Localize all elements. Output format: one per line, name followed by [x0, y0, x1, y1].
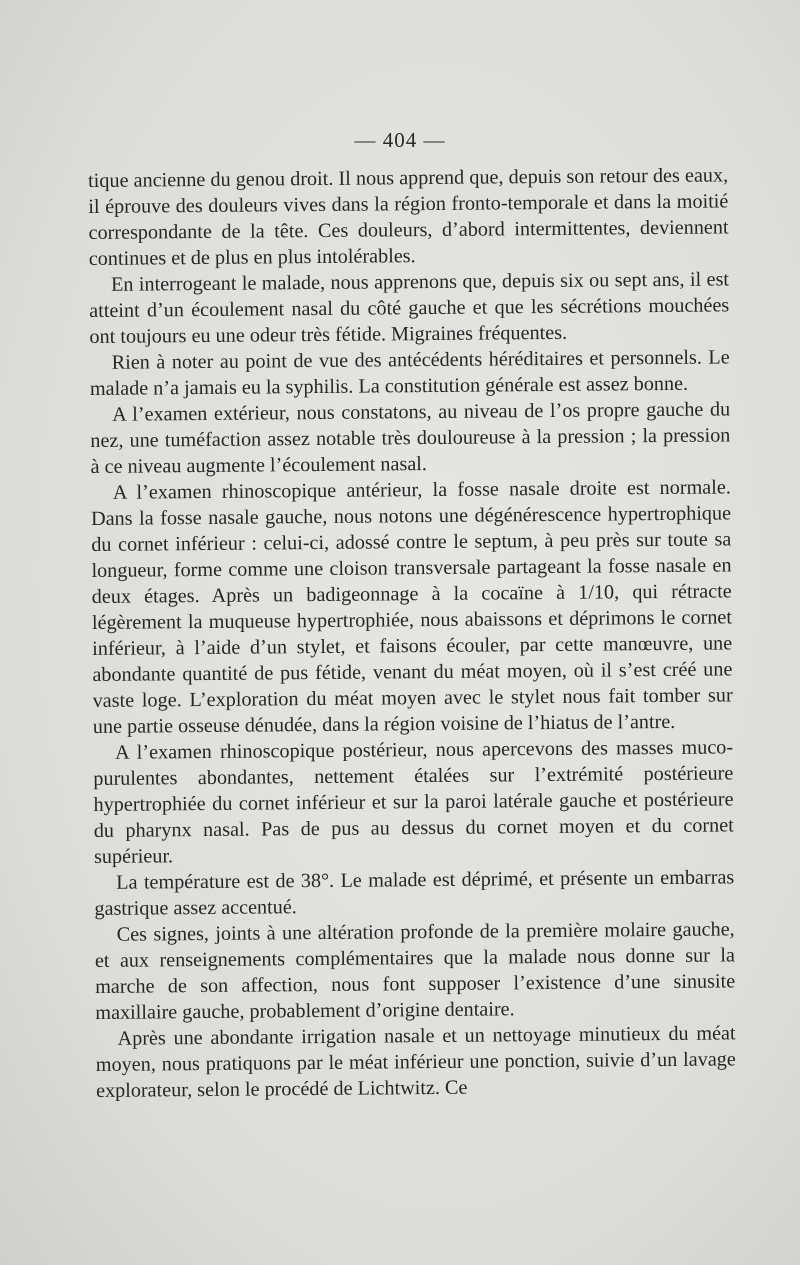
paragraph-3: Rien à noter au point de vue des antécédents héréditaires et personnels. Le malade n’a jamais eu la syphilis. La constitution générale est assez bonne. [89, 346, 730, 400]
page-number: — 404 — [354, 128, 446, 152]
paragraph-1: tique ancienne du genou droit. Il nous apprend que, depuis son retour des eaux, il éprouve des douleurs vives dans la région fronto-temporale et dans la moitié correspondante de la tête. Ces douleurs, d’abord intermittentes, deviennent continues et de plus en plus intolérables. [88, 164, 729, 270]
paragraph-9: Après une abondante irrigation nasale et un nettoyage minutieux du méat moyen, nous pratiquons par le méat inférieur une ponction, suivie d’un lavage explorateur, selon le procédé de Lichtwitz. Ce [95, 1022, 736, 1102]
paragraph-8: Ces signes, joints à une altération profonde de la première molaire gauche, et aux renseignements complémentaires que la malade nous donne sur la marche de son affection, nous font supposer l’existence d’une sinusite maxillaire gauche, probablement d’origine dentaire. [94, 918, 736, 1024]
paragraph-6: A l’examen rhinoscopique postérieur, nous apercevons des masses muco-purulentes abondantes, nettement étalées sur l’extrémité postérieure hypertrophiée du cornet inférieur et sur la paroi latérale gauche et postérieure du pharynx nasal. Pas de pus au dessus du cornet moyen et du cornet supérieur. [93, 736, 734, 868]
paragraph-5: A l’examen rhinoscopique antérieur, la fosse nasale droite est normale. Dans la fosse nasale gauche, nous notons une dégénérescence hypertrophique du cornet inférieur : celui-ci, adossé contre le septum, à peu près sur toute sa longueur, forme comme une cloison transversale partageant la fosse nasale en deux étages. Après un badigeonnage à la cocaïne à 1/10, qui rétracte légèrement la muqueuse hypertrophiée, nous abaissons et déprimons le cornet inférieur, à l’aide d’un stylet, et faisons écouler, par cette manœuvre, une abondante quantité de pus fétide, venant du méat moyen, où il s’est créé une vaste loge. L’exploration du méat moyen avec le stylet nous fait tomber sur une partie osseuse dénudée, dans la région voisine de l’hiatus de l’antre. [90, 476, 733, 738]
paragraph-2: En interrogeant le malade, nous apprenons que, depuis six ou sept ans, il est atteint d’un écoulement nasal du côté gauche et que les sécrétions mouchées ont toujours eu une odeur très fétide. Migraines fréquentes. [89, 268, 730, 348]
body-text [88, 162, 736, 1104]
paragraph-4: A l’examen extérieur, nous constatons, au niveau de l’os propre gauche du nez, une tuméfaction assez notable très douloureuse à la pression ; la pression à ce niveau augmente l’écoulement nasal. [90, 398, 731, 478]
paragraph-7: La température est de 38°. Le malade est déprimé, et présente un embarras gastrique assez accentué. [94, 866, 735, 920]
